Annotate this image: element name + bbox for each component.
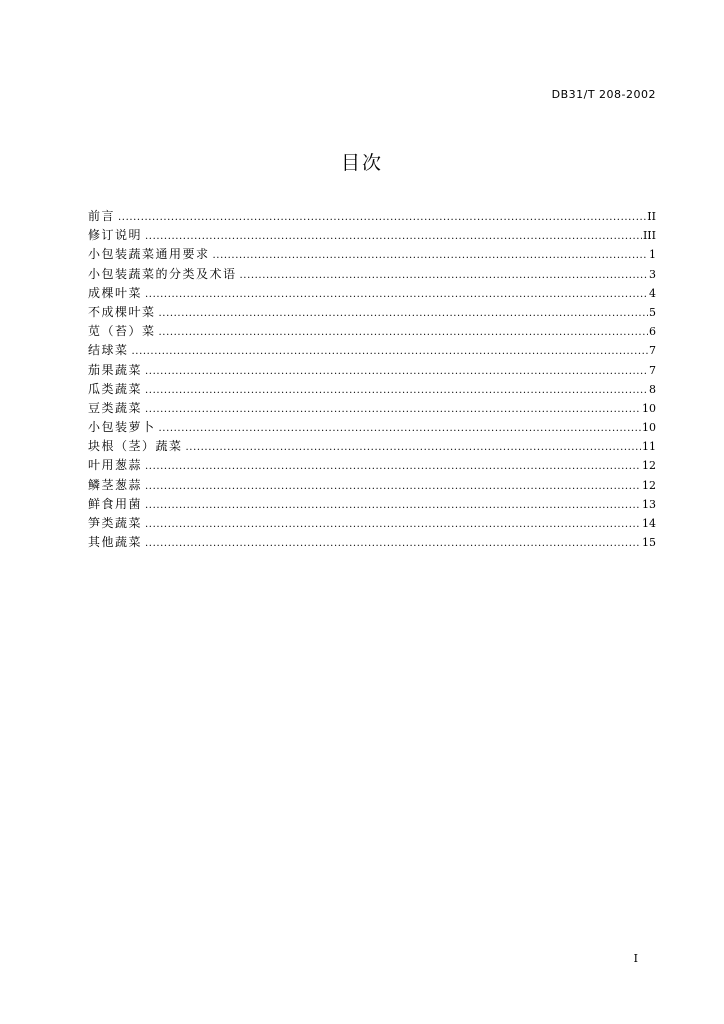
toc-leader-dots	[240, 266, 648, 285]
toc-entry-bulb-alliums[interactable]	[88, 476, 656, 495]
toc-entry-heading-vegetables[interactable]	[88, 341, 656, 360]
toc-leader-dots	[145, 285, 648, 304]
toc-leader-dots	[145, 457, 641, 476]
toc-entry-page: 10	[642, 421, 656, 435]
toc-entry-melons[interactable]	[88, 380, 656, 399]
toc-entry-label: 不成棵叶菜	[88, 304, 156, 319]
toc-entry-page: 13	[642, 497, 656, 511]
toc-entry-label: 瓜类蔬菜	[88, 381, 143, 396]
toc-entry-label: 块根（茎）蔬菜	[88, 439, 183, 454]
toc-entry-legumes[interactable]	[88, 399, 656, 418]
toc-entry-bamboo-shoots[interactable]	[88, 514, 656, 533]
toc-entry-label: 前言	[88, 209, 116, 223]
toc-entry-page: 7	[649, 344, 656, 358]
toc-entry-label: 结球菜	[88, 343, 129, 358]
toc-entry-page: 8	[649, 382, 656, 396]
toc-leader-dots	[145, 534, 641, 553]
toc-leader-dots	[145, 496, 641, 515]
toc-entry-amaranth[interactable]	[88, 322, 656, 341]
toc-leader-dots	[145, 400, 641, 419]
toc-leader-dots	[159, 304, 648, 323]
toc-leader-dots	[145, 362, 648, 381]
toc-entry-page: 4	[649, 286, 656, 300]
toc-entry-page: 12	[642, 478, 656, 492]
toc-entry-page: 1	[649, 248, 656, 262]
toc-entry-page: 12	[642, 459, 656, 473]
toc-leader-dots	[145, 381, 648, 400]
toc-entry-label: 修订说明	[88, 228, 143, 243]
toc-entry-radish[interactable]	[88, 418, 656, 437]
toc-entry-solanaceous[interactable]	[88, 361, 656, 380]
toc-entry-label: 成棵叶菜	[88, 285, 143, 300]
toc-entry-leafy-alliums[interactable]	[88, 456, 656, 475]
toc-entry-general-requirements[interactable]	[88, 245, 656, 264]
toc-entry-preface[interactable]	[88, 207, 656, 226]
toc-entry-label: 小包装萝卜	[88, 420, 156, 435]
toc-entry-revision-notes[interactable]	[88, 226, 656, 245]
toc-entry-page: 11	[642, 440, 656, 454]
toc-entry-classification[interactable]	[88, 265, 656, 284]
toc-entry-label: 豆类蔬菜	[88, 400, 143, 415]
toc-leader-dots	[145, 515, 641, 534]
toc-entry-whole-leafy[interactable]	[88, 284, 656, 303]
toc-leader-dots	[213, 246, 648, 265]
toc-leader-dots	[186, 438, 641, 457]
toc-entry-other-vegetables[interactable]	[88, 533, 656, 552]
toc-entry-page: 10	[642, 401, 656, 415]
toc-leader-dots	[145, 227, 642, 246]
toc-entry-label: 小包装蔬菜的分类及术语	[88, 266, 237, 281]
toc-entry-page: 3	[649, 267, 656, 281]
toc-entry-page: III	[642, 229, 656, 243]
toc-entry-page: 14	[642, 517, 656, 530]
toc-entry-loose-leafy[interactable]	[88, 303, 656, 322]
toc-entry-label: 鳞茎葱蒜	[88, 477, 143, 492]
toc-entry-label: 小包装蔬菜通用要求	[88, 247, 210, 262]
table-of-contents	[88, 207, 656, 552]
toc-entry-label: 其他蔬菜	[88, 535, 143, 550]
toc-entry-page: 5	[649, 305, 656, 319]
page-number: I	[633, 952, 638, 965]
toc-leader-dots	[159, 419, 641, 438]
toc-entry-label: 鲜食用菌	[88, 496, 143, 511]
toc-entry-label: 茄果蔬菜	[88, 362, 143, 377]
toc-entry-page: 7	[649, 363, 656, 377]
page-title: 目次	[340, 152, 383, 174]
toc-leader-dots	[159, 323, 648, 342]
toc-leader-dots	[145, 477, 641, 496]
toc-entry-page: 15	[642, 536, 656, 550]
toc-entry-label: 苋（苔）菜	[88, 324, 156, 339]
toc-entry-label: 笋类蔬菜	[88, 516, 143, 530]
toc-entry-page: 6	[649, 325, 656, 339]
toc-entry-label: 叶用葱蒜	[88, 458, 143, 473]
toc-entry-page: II	[647, 210, 656, 223]
document-code: DB31/T 208-2002	[551, 88, 656, 101]
toc-entry-root-tuber[interactable]	[88, 437, 656, 456]
toc-leader-dots	[118, 208, 646, 227]
toc-leader-dots	[132, 342, 648, 361]
toc-entry-mushrooms[interactable]	[88, 495, 656, 514]
